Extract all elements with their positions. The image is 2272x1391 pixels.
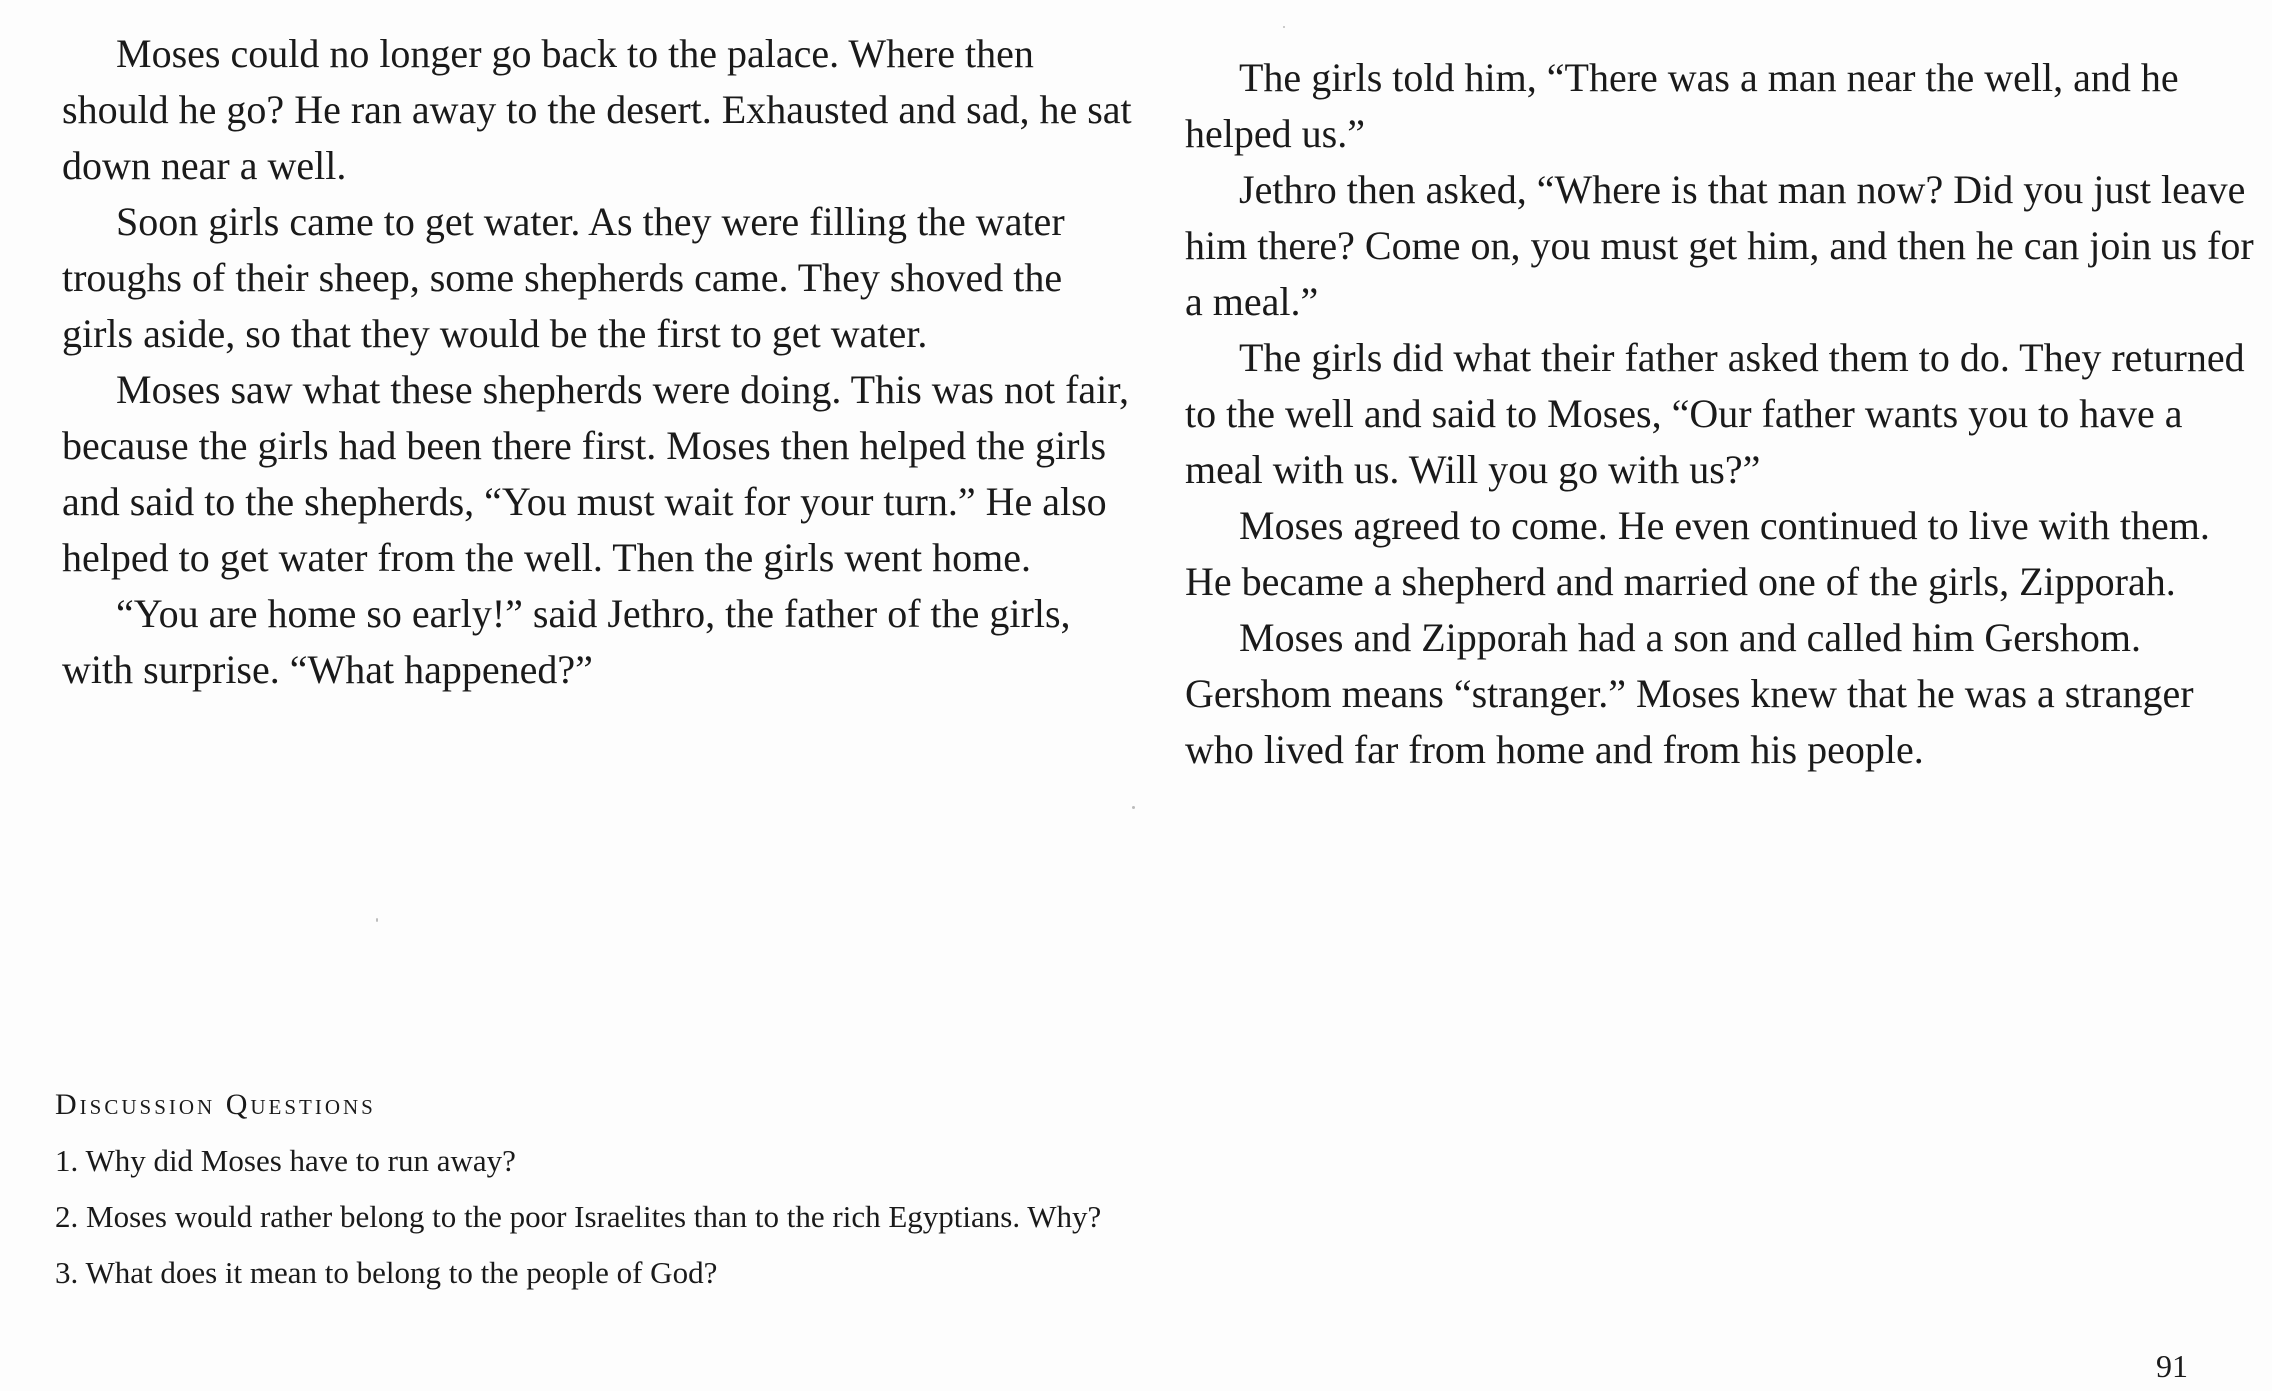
scan-speck bbox=[1132, 806, 1135, 809]
left-text-column bbox=[62, 26, 1137, 698]
paragraph: Soon girls came to get water. As they were filling the water troughs of their sheep, some shepherds came. They shoved the girls aside, so that they would be the first to get water. bbox=[62, 199, 1065, 356]
discussion-question-list bbox=[55, 1133, 1455, 1301]
paragraph: Moses and Zipporah had a son and called him Gershom. Gershom means “stranger.” Moses knew that he was a stranger who lived far from home and from his people. bbox=[1185, 615, 2194, 772]
paragraph: The girls told him, “There was a man near the well, and he helped us.” bbox=[1185, 55, 2179, 156]
scan-speck bbox=[1283, 26, 1285, 28]
discussion-question: 1. Why did Moses have to run away? bbox=[55, 1143, 516, 1178]
scan-speck bbox=[376, 918, 378, 922]
page-number: 91 bbox=[2156, 1348, 2188, 1384]
discussion-questions-section bbox=[55, 1083, 1455, 1301]
paragraph: The girls did what their father asked them to do. They returned to the well and said to Moses, “Our father wants you to have a meal with us. Will you go with us?” bbox=[1185, 335, 2245, 492]
paragraph: Jethro then asked, “Where is that man now? Did you just leave him there? Come on, you must get him, and then he can join us for a meal.” bbox=[1185, 167, 2254, 324]
paragraph: Moses could no longer go back to the palace. Where then should he go? He ran away to the desert. Exhausted and sad, he sat down near a well. bbox=[62, 31, 1132, 188]
discussion-heading: Discussion Questions bbox=[55, 1088, 376, 1121]
discussion-question: 2. Moses would rather belong to the poor Israelites than to the rich Egyptians. Why? bbox=[55, 1199, 1102, 1234]
paragraph: Moses agreed to come. He even continued to live with them. He became a shepherd and married one of the girls, Zipporah. bbox=[1185, 503, 2210, 604]
paragraph: Moses saw what these shepherds were doing. This was not fair, because the girls had been there first. Moses then helped the girls and said to the shepherds, “You must wait for your turn.” He also helped to get water from the well. Then the girls went home. bbox=[62, 367, 1130, 580]
right-text-column bbox=[1185, 50, 2260, 778]
discussion-question: 3. What does it mean to belong to the people of God? bbox=[55, 1255, 718, 1290]
paragraph: “You are home so early!” said Jethro, the father of the girls, with surprise. “What happened?” bbox=[62, 591, 1071, 692]
